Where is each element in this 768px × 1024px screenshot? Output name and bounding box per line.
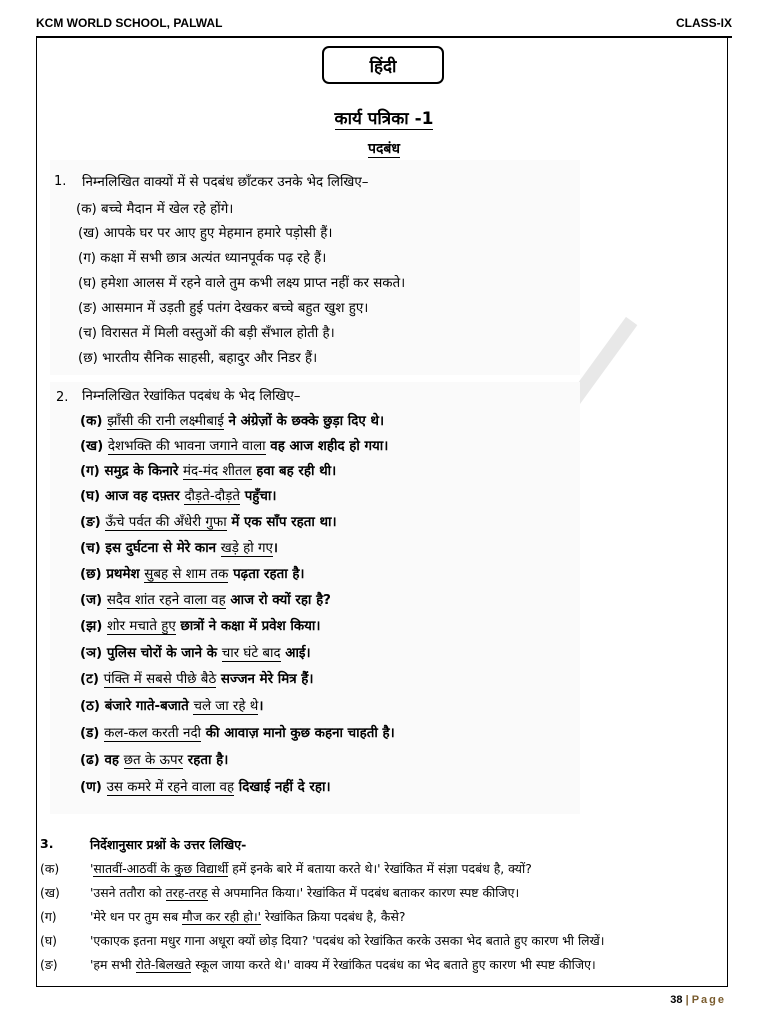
underlined-phrase: चले जा रहे थे: [193, 699, 259, 714]
subject-box: [322, 46, 444, 84]
worksheet-title: कार्य पत्रिका -1: [334, 109, 434, 129]
q2-item: (क) झाँसी की रानी लक्ष्मीबाई ने अंग्रेज़ों के छक्के छुड़ा दिए थे।: [80, 414, 385, 429]
underlined-phrase: झाँसी की रानी लक्ष्मीबाई: [107, 414, 224, 429]
q1-item: (ख) आपके घर पर आए हुए मेहमान हमारे पड़ोसी हैं।: [78, 226, 333, 241]
q2-item: (ख) देशभक्ति की भावना जगाने वाला वह आज शहीद हो गया।: [80, 439, 389, 454]
q2-title: निम्नलिखित रेखांकित पदबंध के भेद लिखिए–: [82, 389, 301, 404]
q2-item: (च) इस दुर्घटना से मेरे कान खड़े हो गए।: [80, 541, 278, 556]
q2-item: (छ) प्रथमेश सुबह से शाम तक पढ़ता रहता है।: [80, 567, 305, 582]
q1-item: (घ) हमेशा आलस में रहने वाले तुम कभी लक्ष्य प्राप्त नहीं कर सकते।: [78, 276, 406, 291]
underlined-phrase: सदैव शांत रहने वाला वह: [106, 593, 226, 608]
q1-number: 1.: [54, 174, 67, 189]
underlined-phrase: पंक्ति में सबसे पीछे बैठे: [103, 672, 217, 687]
q3-title: निर्देशानुसार प्रश्नों के उत्तर लिखिए-: [90, 837, 247, 852]
page-number: 38 | Page: [670, 994, 726, 1006]
q2-item: (ग) समुद्र के किनारे मंद-मंद शीतल हवा बह रही थी।: [80, 464, 337, 479]
underlined-phrase: चार घंटे बाद: [221, 646, 281, 661]
q2-item: (ड) कल-कल करती नदी की आवाज़ मानो कुछ कहना चाहती है।: [80, 726, 395, 741]
q1-title: निम्नलिखित वाक्यों में से पदबंध छाँटकर उनके भेद लिखिए–: [82, 175, 369, 190]
underlined-phrase: शोर मचाते हुए: [107, 619, 176, 634]
underlined-phrase: सुबह से शाम तक: [144, 567, 229, 582]
scan-area-q1: [50, 160, 580, 375]
class-label: CLASS-IX: [675, 16, 732, 30]
q1-item: (ग) कक्षा में सभी छात्र अत्यंत ध्यानपूर्वक पढ़ रहे हैं।: [78, 251, 327, 266]
underlined-phrase: ऊँचे पर्वत की अँधेरी गुफा: [105, 515, 227, 530]
underlined-phrase: दौड़ते-दौड़ते: [184, 489, 241, 504]
q1-item: (छ) भारतीय सैनिक साहसी, बहादुर और निडर हैं।: [78, 351, 318, 366]
school-name: KCM WORLD SCHOOL, PALWAL: [36, 16, 223, 30]
underlined-phrase: खड़े हो गए: [220, 541, 273, 556]
q2-item: (ञ) पुलिस चोरों के जाने के चार घंटे बाद आई।: [80, 646, 311, 661]
q2-number: 2.: [56, 390, 69, 405]
underlined-phrase: कल-कल करती नदी: [104, 726, 202, 741]
q2-item: (ङ) ऊँचे पर्वत की अँधेरी गुफा में एक साँप रहता था।: [80, 515, 337, 530]
q2-item: (ण) उस कमरे में रहने वाला वह दिखाई नहीं दे रहा।: [80, 780, 331, 795]
q1-item: (ङ) आसमान में उड़ती हुई पतंग देखकर बच्चे बहुत खुश हुए।: [78, 301, 369, 316]
underlined-phrase: देशभक्ति की भावना जगाने वाला: [107, 439, 266, 454]
page-header: [36, 14, 732, 38]
q2-item: (ज) सदैव शांत रहने वाला वह आज रो क्यों रहा है?: [80, 593, 331, 608]
q2-item: (ठ) बंजारे गाते-बजाते चले जा रहे थे।: [80, 699, 264, 714]
q2-item: (ट) पंक्ति में सबसे पीछे बैठे सज्जन मेरे मित्र हैं।: [80, 672, 314, 687]
q1-item: (क) बच्चे मैदान में खेल रहे होंगे।: [76, 202, 234, 217]
topic-title: पदबंध: [368, 141, 400, 157]
q2-item: (झ) शोर मचाते हुए छात्रों ने कक्षा में प्रवेश किया।: [80, 619, 321, 634]
underlined-phrase: मंद-मंद शीतल: [183, 464, 252, 479]
q2-item: (घ) आज वह दफ़्तर दौड़ते-दौड़ते पहुँचा।: [80, 489, 277, 504]
q1-item: (च) विरासत में मिली वस्तुओं की बड़ी सँभाल होती है।: [78, 326, 335, 341]
q3-number: 3.: [40, 836, 54, 851]
q2-item: (ढ) वह छत के ऊपर रहता है।: [80, 753, 229, 768]
subject-label: हिंदी: [369, 56, 397, 77]
underlined-phrase: छत के ऊपर: [123, 753, 184, 768]
underlined-phrase: उस कमरे में रहने वाला वह: [106, 780, 235, 795]
